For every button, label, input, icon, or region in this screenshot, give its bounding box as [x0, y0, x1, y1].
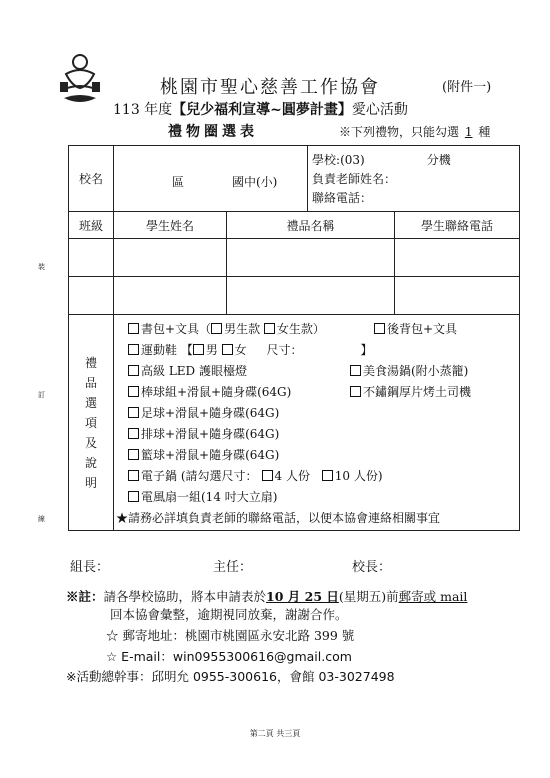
option-label: 男生款	[224, 322, 261, 336]
organization-name: 桃園市聖心慈善工作協會	[160, 77, 380, 98]
note-line-2: 回本協會彙整，逾期視同放棄，謝謝合作。	[110, 607, 348, 622]
checkbox[interactable]	[128, 428, 139, 439]
page-footer: 第二頁 共三頁	[249, 729, 301, 738]
option-label: 】	[360, 343, 373, 357]
checkbox[interactable]	[262, 470, 273, 481]
deadline-date: 10 月 25 日	[266, 589, 339, 604]
association-logo	[58, 52, 102, 108]
district-label: 區	[172, 175, 185, 189]
column-student-name: 學生姓名	[114, 212, 227, 239]
column-header-row	[69, 212, 520, 239]
selection-note-text: ※下列禮物，只能勾選	[339, 125, 460, 139]
gift-label-char: 明	[84, 475, 97, 490]
checkbox[interactable]	[193, 344, 204, 355]
branch-field[interactable]: 分機	[426, 153, 451, 167]
checkbox[interactable]	[264, 323, 275, 334]
option-toaster	[350, 382, 471, 403]
checkbox[interactable]	[128, 449, 139, 460]
shoe-size-field[interactable]: 尺寸：	[266, 343, 297, 357]
checkbox[interactable]	[211, 323, 222, 334]
option-shoes	[128, 340, 519, 361]
option-fan	[128, 487, 519, 508]
leader-signature[interactable]: 組長：	[70, 560, 110, 575]
checkbox[interactable]	[128, 491, 139, 502]
option-label: 10 人份)	[334, 469, 383, 483]
student-phone-input[interactable]	[395, 239, 520, 277]
gift-label-char: 及	[84, 435, 97, 450]
option-label: 女	[234, 343, 247, 357]
contact-person: ※活動總幹事：邱明允 0955-300616，會館 03-3027498	[66, 669, 395, 684]
event-subtitle	[113, 99, 408, 119]
checkbox[interactable]	[222, 344, 233, 355]
class-input[interactable]	[69, 239, 114, 277]
table-row	[69, 277, 520, 315]
submission-method: 郵寄或 mail	[398, 589, 468, 604]
school-name-field[interactable]	[114, 146, 308, 212]
checkbox[interactable]	[128, 386, 139, 397]
option-label: 不鏽鋼厚片烤土司機	[363, 385, 472, 399]
option-label: 美食湯鍋(附小蒸籠)	[363, 364, 469, 378]
gift-label-char: 說	[84, 455, 97, 470]
important-note: ★請務必詳填負責老師的聯絡電話，以便本協會連絡相關事宜	[116, 511, 441, 525]
teacher-name-field[interactable]: 負責老師姓名：	[312, 172, 397, 186]
option-football	[128, 403, 519, 424]
gift-options-row	[69, 315, 520, 531]
gift-options-cell	[114, 315, 520, 531]
checkbox[interactable]	[350, 386, 361, 397]
event-suffix: 愛心活動	[351, 102, 408, 118]
option-label: 後背包+文具	[387, 322, 458, 336]
mail-address: ☆ 郵寄地址：桃園市桃園區永安北路 399 號	[106, 628, 355, 643]
margin-mark: 裝	[38, 263, 45, 271]
option-label: 電風扇一組(14 吋大立扇)	[141, 490, 278, 504]
option-label: 男	[205, 343, 218, 357]
gift-label-char: 禮	[84, 355, 97, 370]
note-line-1	[66, 588, 536, 606]
selection-note-unit: 種	[478, 125, 491, 139]
gift-label-char: 品	[84, 375, 97, 390]
option-volleyball	[128, 424, 519, 445]
note-label: ※註：	[66, 589, 104, 604]
class-input[interactable]	[69, 277, 114, 315]
selection-note	[339, 123, 490, 140]
checkbox[interactable]	[128, 344, 139, 355]
gift-label-char: 選	[84, 395, 97, 410]
year-label: 113 年度	[113, 102, 173, 118]
note-text: (星期五)前	[338, 589, 399, 604]
option-rice-cooker	[128, 466, 519, 487]
student-name-input[interactable]	[114, 277, 227, 315]
student-phone-input[interactable]	[395, 277, 520, 315]
option-label: 足球+滑鼠+隨身碟(64G)	[141, 406, 280, 420]
option-basketball	[128, 445, 519, 466]
column-student-phone: 學生聯絡電話	[395, 212, 520, 239]
option-backpack	[374, 319, 457, 340]
checkbox[interactable]	[128, 407, 139, 418]
option-label: 排球+滑鼠+隨身碟(64G)	[141, 427, 280, 441]
checkbox[interactable]	[374, 323, 385, 334]
option-label: 電子鍋 (請勾選尺寸：	[141, 469, 258, 483]
contact-phone-field[interactable]: 聯絡電話：	[312, 191, 373, 205]
gift-name-input[interactable]	[227, 239, 395, 277]
column-gift-name: 禮品名稱	[227, 212, 395, 239]
checkbox[interactable]	[350, 365, 361, 376]
option-label: 女生款	[276, 322, 313, 336]
principal-signature[interactable]: 校長：	[352, 560, 392, 575]
school-label: 校名	[69, 146, 114, 212]
director-signature[interactable]: 主任：	[213, 560, 253, 575]
checkbox[interactable]	[128, 365, 139, 376]
option-label: 棒球組+滑鼠+隨身碟(64G)	[141, 385, 292, 399]
option-label: 籃球+滑鼠+隨身碟(64G)	[141, 448, 280, 462]
notes-section	[66, 588, 536, 686]
email-address[interactable]: ☆ E-mail：win0955300616@gmail.com	[106, 649, 352, 664]
option-label: 高級 LED 護眼檯燈	[141, 364, 247, 378]
checkbox[interactable]	[128, 323, 139, 334]
table-row	[69, 239, 520, 277]
option-food-pot	[350, 361, 468, 382]
gift-options-label	[69, 315, 114, 531]
column-class: 班級	[69, 212, 114, 239]
margin-mark: 線	[38, 515, 45, 523]
school-code-field[interactable]: 學校:(03)	[312, 153, 365, 167]
selection-count: 1	[464, 125, 473, 139]
note-text: 請各學校協助，將本申請表於	[103, 589, 267, 604]
checkbox[interactable]	[128, 470, 139, 481]
attachment-label: (附件一)	[442, 80, 492, 95]
option-label: ）	[312, 322, 325, 336]
margin-mark: 訂	[38, 391, 45, 399]
option-bag	[128, 319, 519, 340]
form-title: 禮物圈選表	[168, 124, 258, 140]
gift-name-input[interactable]	[227, 277, 395, 315]
contact-cell	[308, 146, 520, 212]
option-label: 運動鞋 【	[141, 343, 193, 357]
school-row	[69, 146, 520, 212]
gift-form-table	[68, 145, 520, 531]
option-label: 書包+文具（	[141, 322, 212, 336]
option-label: 4 人份	[274, 469, 310, 483]
student-name-input[interactable]	[114, 239, 227, 277]
project-name: 【兒少福利宣導~圓夢計畫】	[172, 102, 352, 118]
checkbox[interactable]	[322, 470, 333, 481]
gift-label-char: 項	[84, 415, 97, 430]
school-type-label: 國中(小)	[232, 175, 278, 189]
